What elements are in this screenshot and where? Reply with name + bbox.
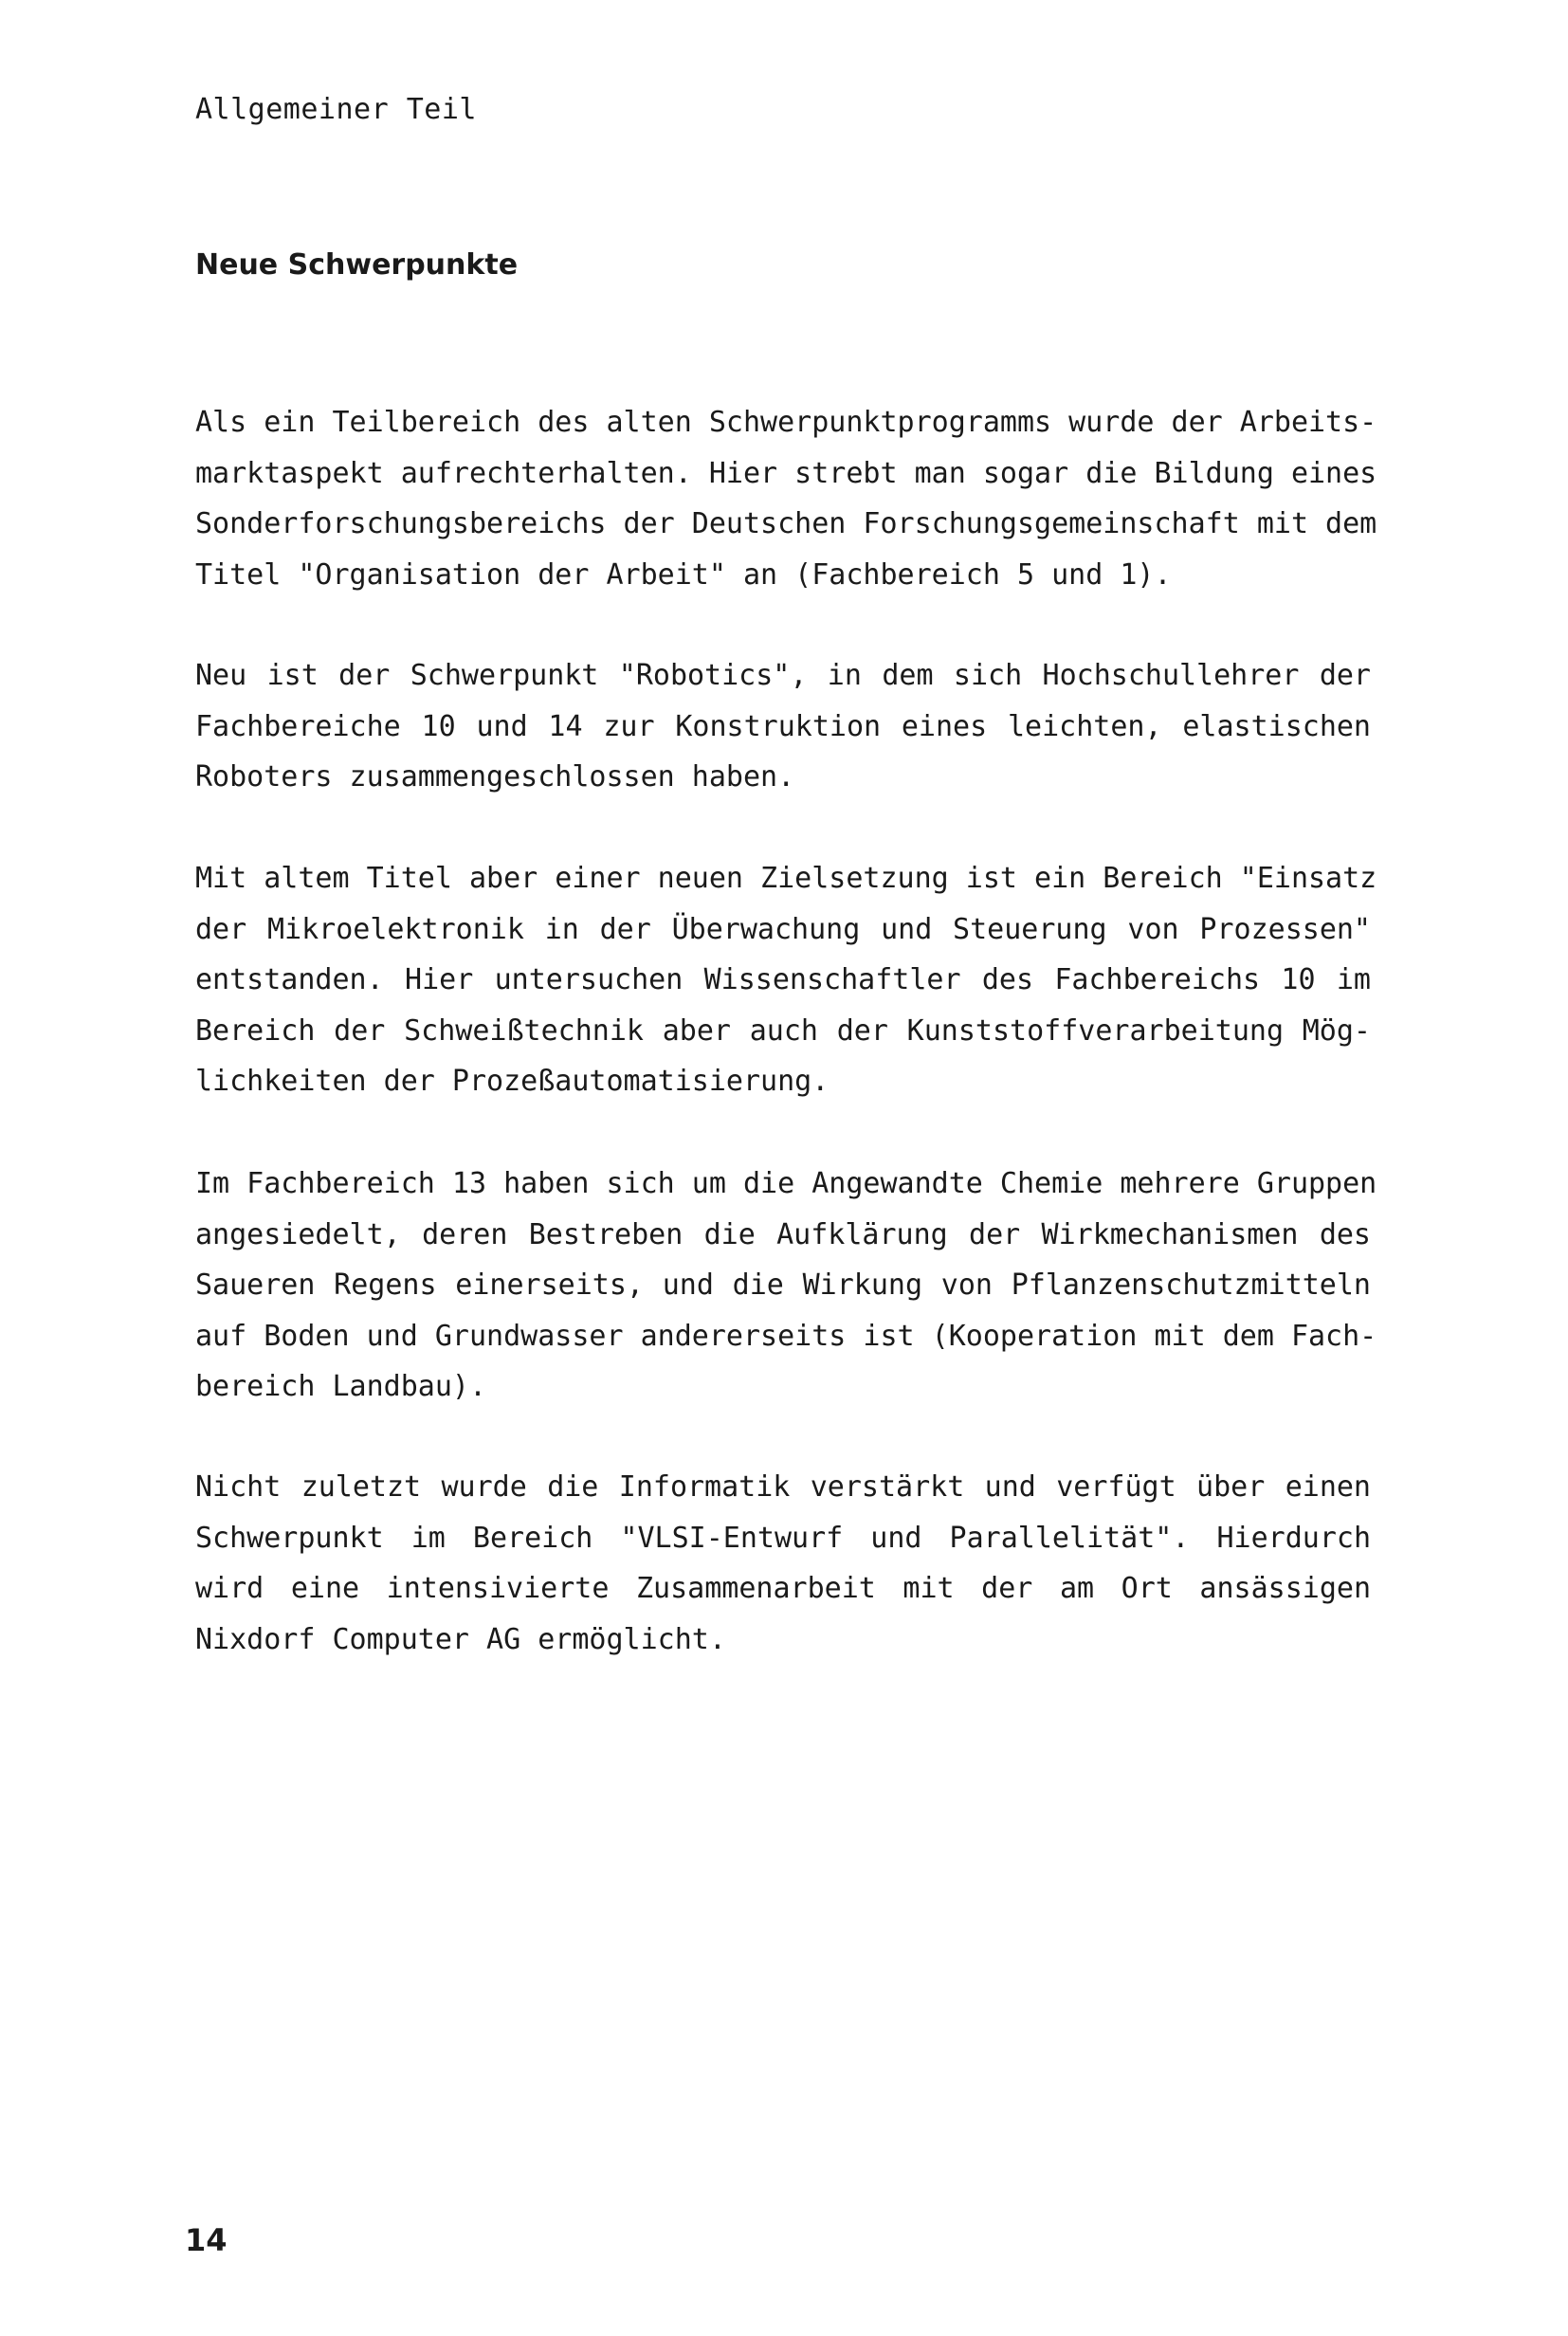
- paragraph-line: Titel "Organisation der Arbeit" an (Fachbereich 5 und 1).: [195, 557, 1172, 592]
- paragraph-line: angesiedelt, deren Bestreben die Aufklärung der Wirkmechanismen des: [195, 1217, 1371, 1251]
- paragraph-line: entstanden. Hier untersuchen Wissenschaftler des Fachbereichs 10 im: [195, 963, 1371, 996]
- paragraph-line: Neu ist der Schwerpunkt "Robotics", in dem sich Hochschullehrer der: [195, 659, 1371, 692]
- paragraph-informatik: [195, 1462, 1371, 1665]
- paragraph-line: Fachbereiche 10 und 14 zur Konstruktion eines leichten, elastischen: [195, 709, 1371, 743]
- paragraph-line: Saueren Regens einerseits, und die Wirkung von Pflanzenschutzmitteln: [195, 1268, 1371, 1302]
- paragraph-line: Als ein Teilbereich des alten Schwerpunktprogramms wurde der Arbeits-: [195, 406, 1377, 439]
- paragraph-chemie: [195, 1159, 1377, 1413]
- running-header: Allgemeiner Teil: [195, 93, 477, 126]
- paragraph-line: Im Fachbereich 13 haben sich um die Angewandte Chemie mehrere Gruppen: [195, 1167, 1377, 1200]
- page-number: 14: [185, 2222, 228, 2258]
- paragraph-line: Sonderforschungsbereichs der Deutschen Forschungsgemeinschaft mit dem: [195, 507, 1377, 540]
- paragraph-line: Nicht zuletzt wurde die Informatik verstärkt und verfügt über einen: [195, 1470, 1371, 1504]
- paragraph-line: lichkeiten der Prozeßautomatisierung.: [195, 1065, 830, 1098]
- paragraph-line: marktaspekt aufrechterhalten. Hier strebt man sogar die Bildung eines: [195, 456, 1377, 490]
- paragraph-line: der Mikroelektronik in der Überwachung und Steuerung von Prozessen": [195, 912, 1371, 946]
- paragraph-line: wird eine intensivierte Zusammenarbeit mit der am Ort ansässigen: [195, 1572, 1371, 1605]
- paragraph-line: Schwerpunkt im Bereich "VLSI-Entwurf und Parallelität". Hierdurch: [195, 1521, 1371, 1555]
- paragraph-line: Bereich der Schweißtechnik aber auch der Kunststoffverarbeitung Mög-: [195, 1013, 1371, 1048]
- paragraph-arbeitsmarkt: [195, 397, 1377, 600]
- paragraph-mikroelektronik: [195, 853, 1377, 1107]
- paragraph-line: auf Boden und Grundwasser andererseits ist (Kooperation mit dem Fach-: [195, 1319, 1377, 1353]
- section-heading: Neue Schwerpunkte: [195, 248, 519, 282]
- paragraph-line: Nixdorf Computer AG ermöglicht.: [195, 1622, 726, 1656]
- paragraph-line: bereich Landbau).: [195, 1370, 487, 1403]
- paragraph-line: Roboters zusammengeschlossen haben.: [195, 760, 795, 794]
- paragraph-line: Mit altem Titel aber einer neuen Zielsetzung ist ein Bereich "Einsatz: [195, 862, 1377, 895]
- paragraph-robotics: [195, 650, 1371, 803]
